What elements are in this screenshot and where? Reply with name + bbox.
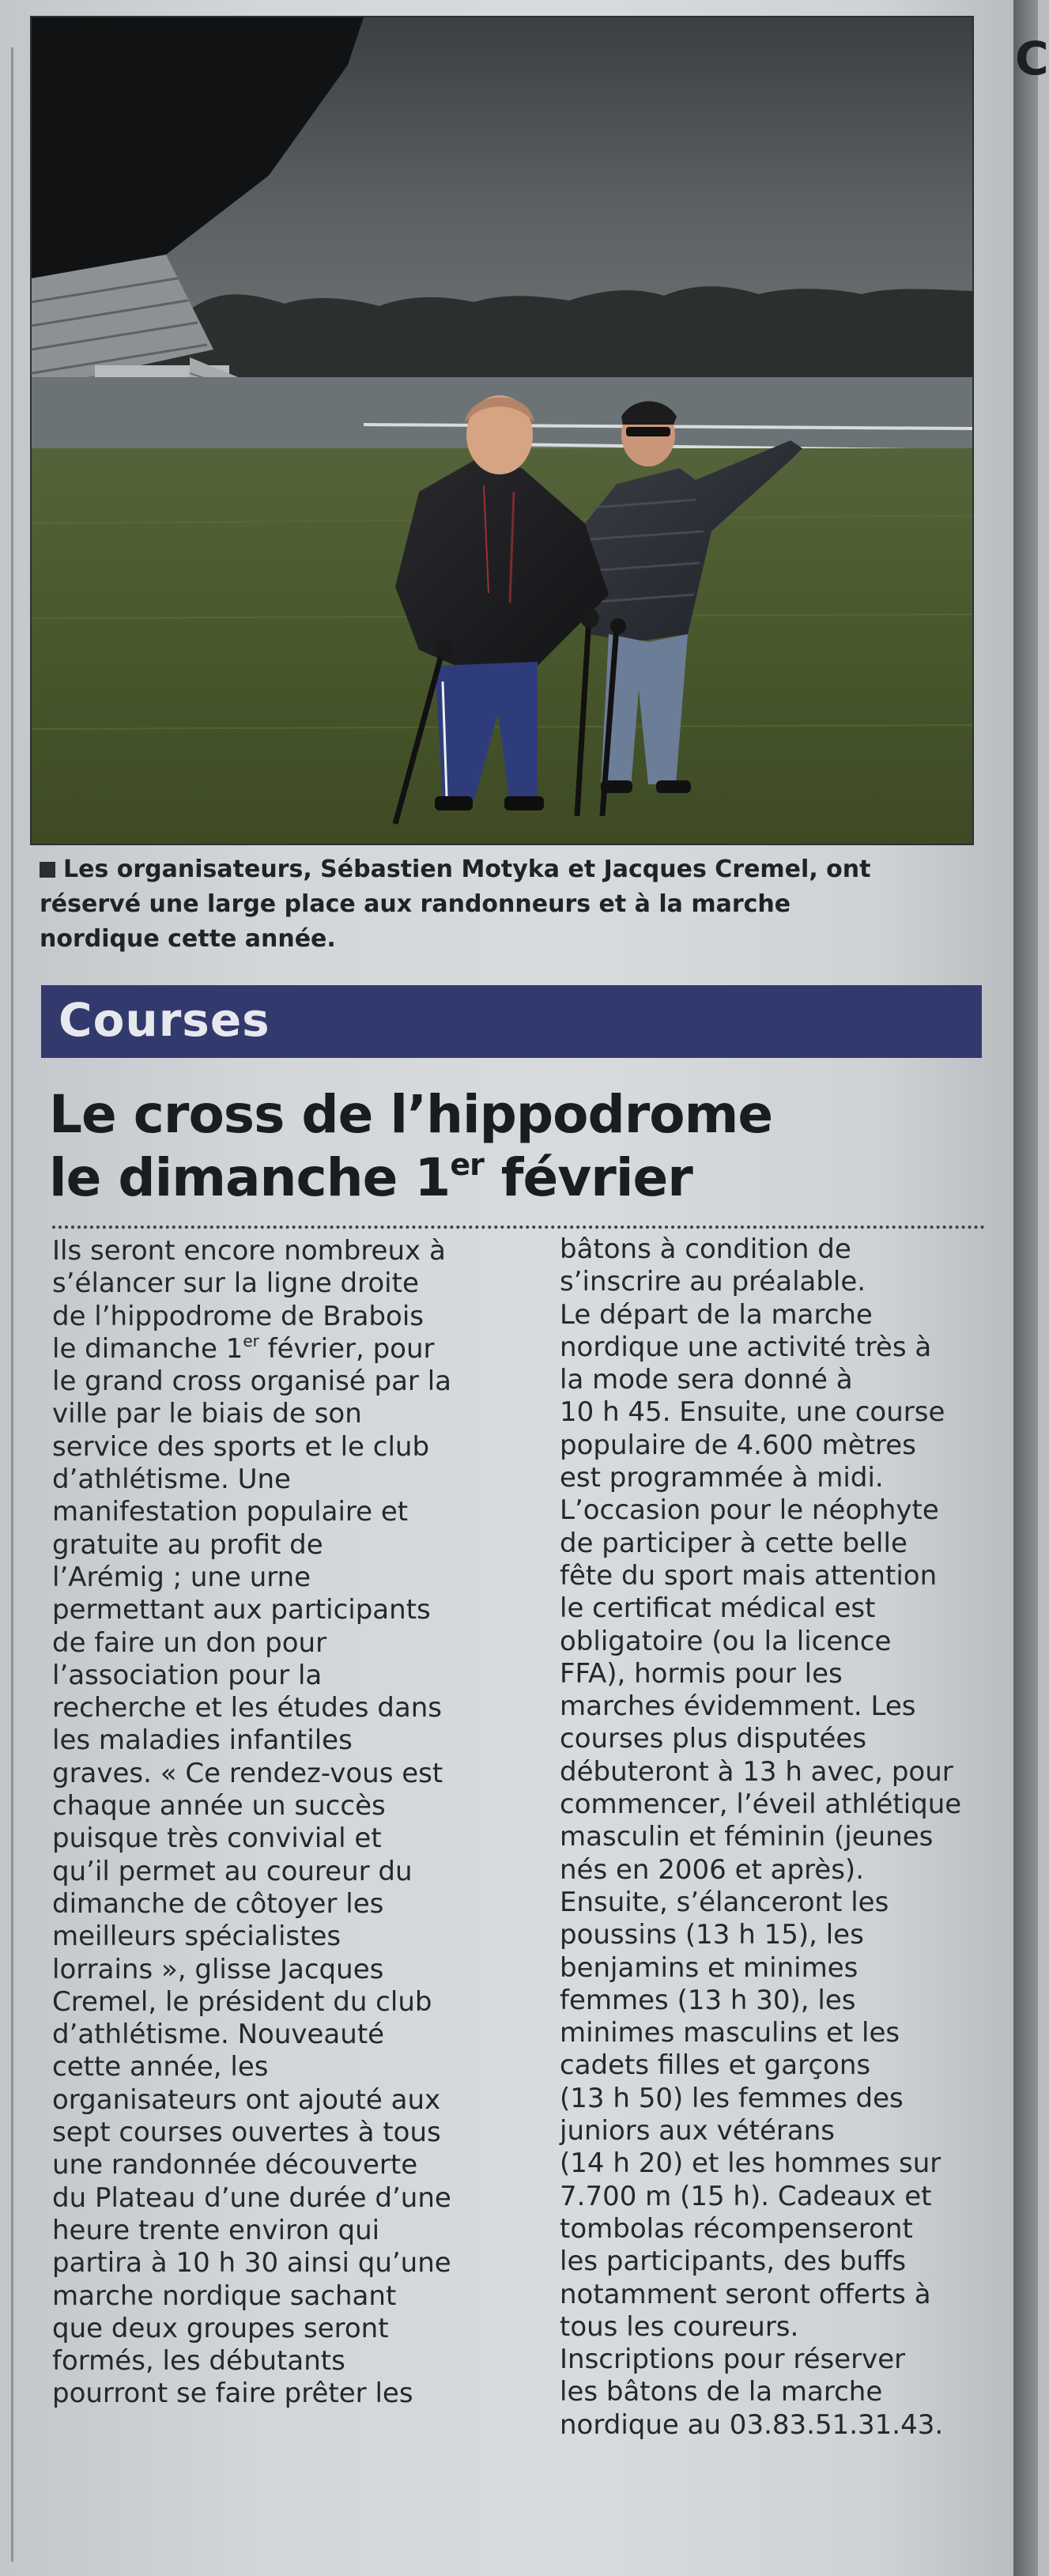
- col2-line: tombolas récompenseront: [560, 2212, 913, 2245]
- col2-line: FFA), hormis pour les: [560, 1657, 843, 1690]
- col2-line: commencer, l’éveil athlétique: [560, 1788, 962, 1821]
- col1-line: s’élancer sur la ligne droite: [52, 1267, 419, 1300]
- col1-line: graves. « Ce rendez-vous est: [52, 1757, 443, 1789]
- col2-line: 10 h 45. Ensuite, une course: [560, 1396, 945, 1429]
- headline-ordinal: er: [450, 1147, 484, 1182]
- caption-line-3: nordique cette année.: [40, 925, 336, 953]
- col2-line: fête du sport mais attention: [560, 1559, 938, 1592]
- headline-line-2-month: février: [483, 1147, 692, 1208]
- col2-line: obligatoire (ou la licence: [560, 1625, 892, 1657]
- col2-line: Ensuite, s’élanceront les: [560, 1886, 889, 1918]
- col2-line: (14 h 20) et les hommes sur: [560, 2147, 941, 2180]
- headline-line-2-text: le dimanche 1: [49, 1147, 451, 1208]
- col2-line: marches évidemment. Les: [560, 1690, 916, 1723]
- col2-line: 7.700 m (15 h). Cadeaux et: [560, 2180, 932, 2212]
- col1-line: cette année, les: [52, 2051, 269, 2083]
- col2-line: Inscriptions pour réserver: [560, 2344, 906, 2376]
- col2-line: courses plus disputées: [560, 1723, 867, 1755]
- col2-line: cadets filles et garçons: [560, 2049, 871, 2082]
- col2-line: bâtons à condition de: [560, 1233, 851, 1265]
- col1-line: dimanche de côtoyer les: [52, 1887, 384, 1920]
- col1-line: organisateurs ont ajouté aux: [52, 2083, 441, 2116]
- col2-line: juniors aux vétérans: [560, 2115, 835, 2147]
- caption-line-2: réservé une large place aux randonneurs et à la marche: [40, 890, 791, 918]
- article-headline: [49, 1083, 966, 1210]
- col1-line: lorrains », glisse Jacques: [52, 1953, 384, 1985]
- headline-dotted-rule: [52, 1226, 985, 1229]
- col1-line: pourront se faire prêter les: [52, 2378, 413, 2410]
- col1-line: l’Arémig ; une urne: [52, 1561, 311, 1593]
- col2-line: le certificat médical est: [560, 1592, 876, 1625]
- photo-caption: [40, 852, 972, 957]
- col1-line: formés, les débutants: [52, 2345, 345, 2378]
- article-column-1: [52, 1235, 534, 2411]
- headline-line-1: Le cross de l’hippodrome: [49, 1084, 773, 1145]
- col1-line: service des sports et le club: [52, 1430, 430, 1463]
- col1-line: recherche et les études dans: [52, 1692, 442, 1724]
- col1-line: ville par le biais de son: [52, 1398, 362, 1430]
- col2-line: masculin et féminin (jeunes: [560, 1821, 934, 1853]
- col1-line: chaque année un succès: [52, 1790, 386, 1822]
- col1-line: puisque très convivial et: [52, 1822, 382, 1855]
- col1-line: sept courses ouvertes à tous: [52, 2117, 441, 2149]
- col1-line: Cremel, le président du club: [52, 1985, 432, 2018]
- col1-line: de faire un don pour: [52, 1626, 327, 1659]
- col2-line: s’inscrire au préalable.: [560, 1266, 866, 1298]
- col1-line: gratuite au profit de: [52, 1528, 323, 1561]
- col1-line: l’association pour la: [52, 1659, 323, 1691]
- col2-line: notamment seront offerts à: [560, 2278, 931, 2310]
- col2-line: Le départ de la marche: [560, 1298, 873, 1331]
- col1-line: que deux groupes seront: [52, 2312, 389, 2344]
- col2-line: (13 h 50) les femmes des: [560, 2082, 904, 2114]
- col2-line: est programmée à midi.: [560, 1462, 884, 1494]
- article-photo: [32, 17, 972, 844]
- caption-square-icon: [40, 862, 55, 878]
- col2-line: poussins (13 h 15), les: [560, 1919, 864, 1951]
- col1-line: partira à 10 h 30 ainsi qu’une: [52, 2247, 451, 2279]
- col1-line: heure trente environ qui: [52, 2214, 380, 2246]
- col2-line: minimes masculins et les: [560, 2017, 900, 2049]
- col1-line: le dimanche 1er février, pour: [52, 1331, 435, 1365]
- col2-line: benjamins et minimes: [560, 1951, 858, 1984]
- col1-line: permettant aux participants: [52, 1594, 431, 1626]
- col2-line: nordique au 03.83.51.31.43.: [560, 2408, 944, 2441]
- col1-line: manifestation populaire et: [52, 1496, 409, 1528]
- caption-line-1: Les organisateurs, Sébastien Motyka et Jacques Cremel, ont: [63, 856, 871, 883]
- column-rule: [11, 47, 13, 2562]
- adjacent-column-edge: [1013, 0, 1049, 2576]
- col2-line: L’occasion pour le néophyte: [560, 1494, 939, 1527]
- photo-illustration: [32, 17, 972, 844]
- col2-line: la mode sera donné à: [560, 1364, 853, 1396]
- col1-line: les maladies infantiles: [52, 1724, 353, 1757]
- col1-line: d’athlétisme. Une: [52, 1464, 291, 1496]
- col1-line: du Plateau d’une durée d’une: [52, 2181, 451, 2214]
- col1-line: de l’hippodrome de Brabois: [52, 1300, 424, 1332]
- col1-line: d’athlétisme. Nouveauté: [52, 2019, 385, 2051]
- col2-line: les participants, des buffs: [560, 2246, 907, 2278]
- col2-line: nés en 2006 et après).: [560, 1853, 865, 1886]
- col2-line: les bâtons de la marche: [560, 2376, 883, 2408]
- col1-line: une randonnée découverte: [52, 2149, 418, 2181]
- col2-line: tous les coureurs.: [560, 2310, 799, 2343]
- col2-line: de participer à cette belle: [560, 1527, 907, 1559]
- col2-line: femmes (13 h 30), les: [560, 1984, 856, 2016]
- col1-line: qu’il permet au coureur du: [52, 1855, 413, 1887]
- section-rubric-label: Courses: [58, 993, 270, 1047]
- section-rubric-bar: [41, 985, 982, 1058]
- col2-line: débuteront à 13 h avec, pour: [560, 1755, 953, 1788]
- article-column-2: [560, 1233, 1010, 2442]
- adjacent-column-letter: C: [1015, 32, 1049, 85]
- col1-line: meilleurs spécialistes: [52, 1921, 341, 1953]
- headline-line-2: [49, 1146, 966, 1210]
- col1-line: Ils seront encore nombreux à: [52, 1235, 446, 1267]
- col2-line: nordique une activité très à: [560, 1331, 932, 1363]
- col1-line: marche nordique sachant: [52, 2279, 397, 2312]
- col2-line: populaire de 4.600 mètres: [560, 1429, 916, 1461]
- col1-line: le grand cross organisé par la: [52, 1365, 451, 1398]
